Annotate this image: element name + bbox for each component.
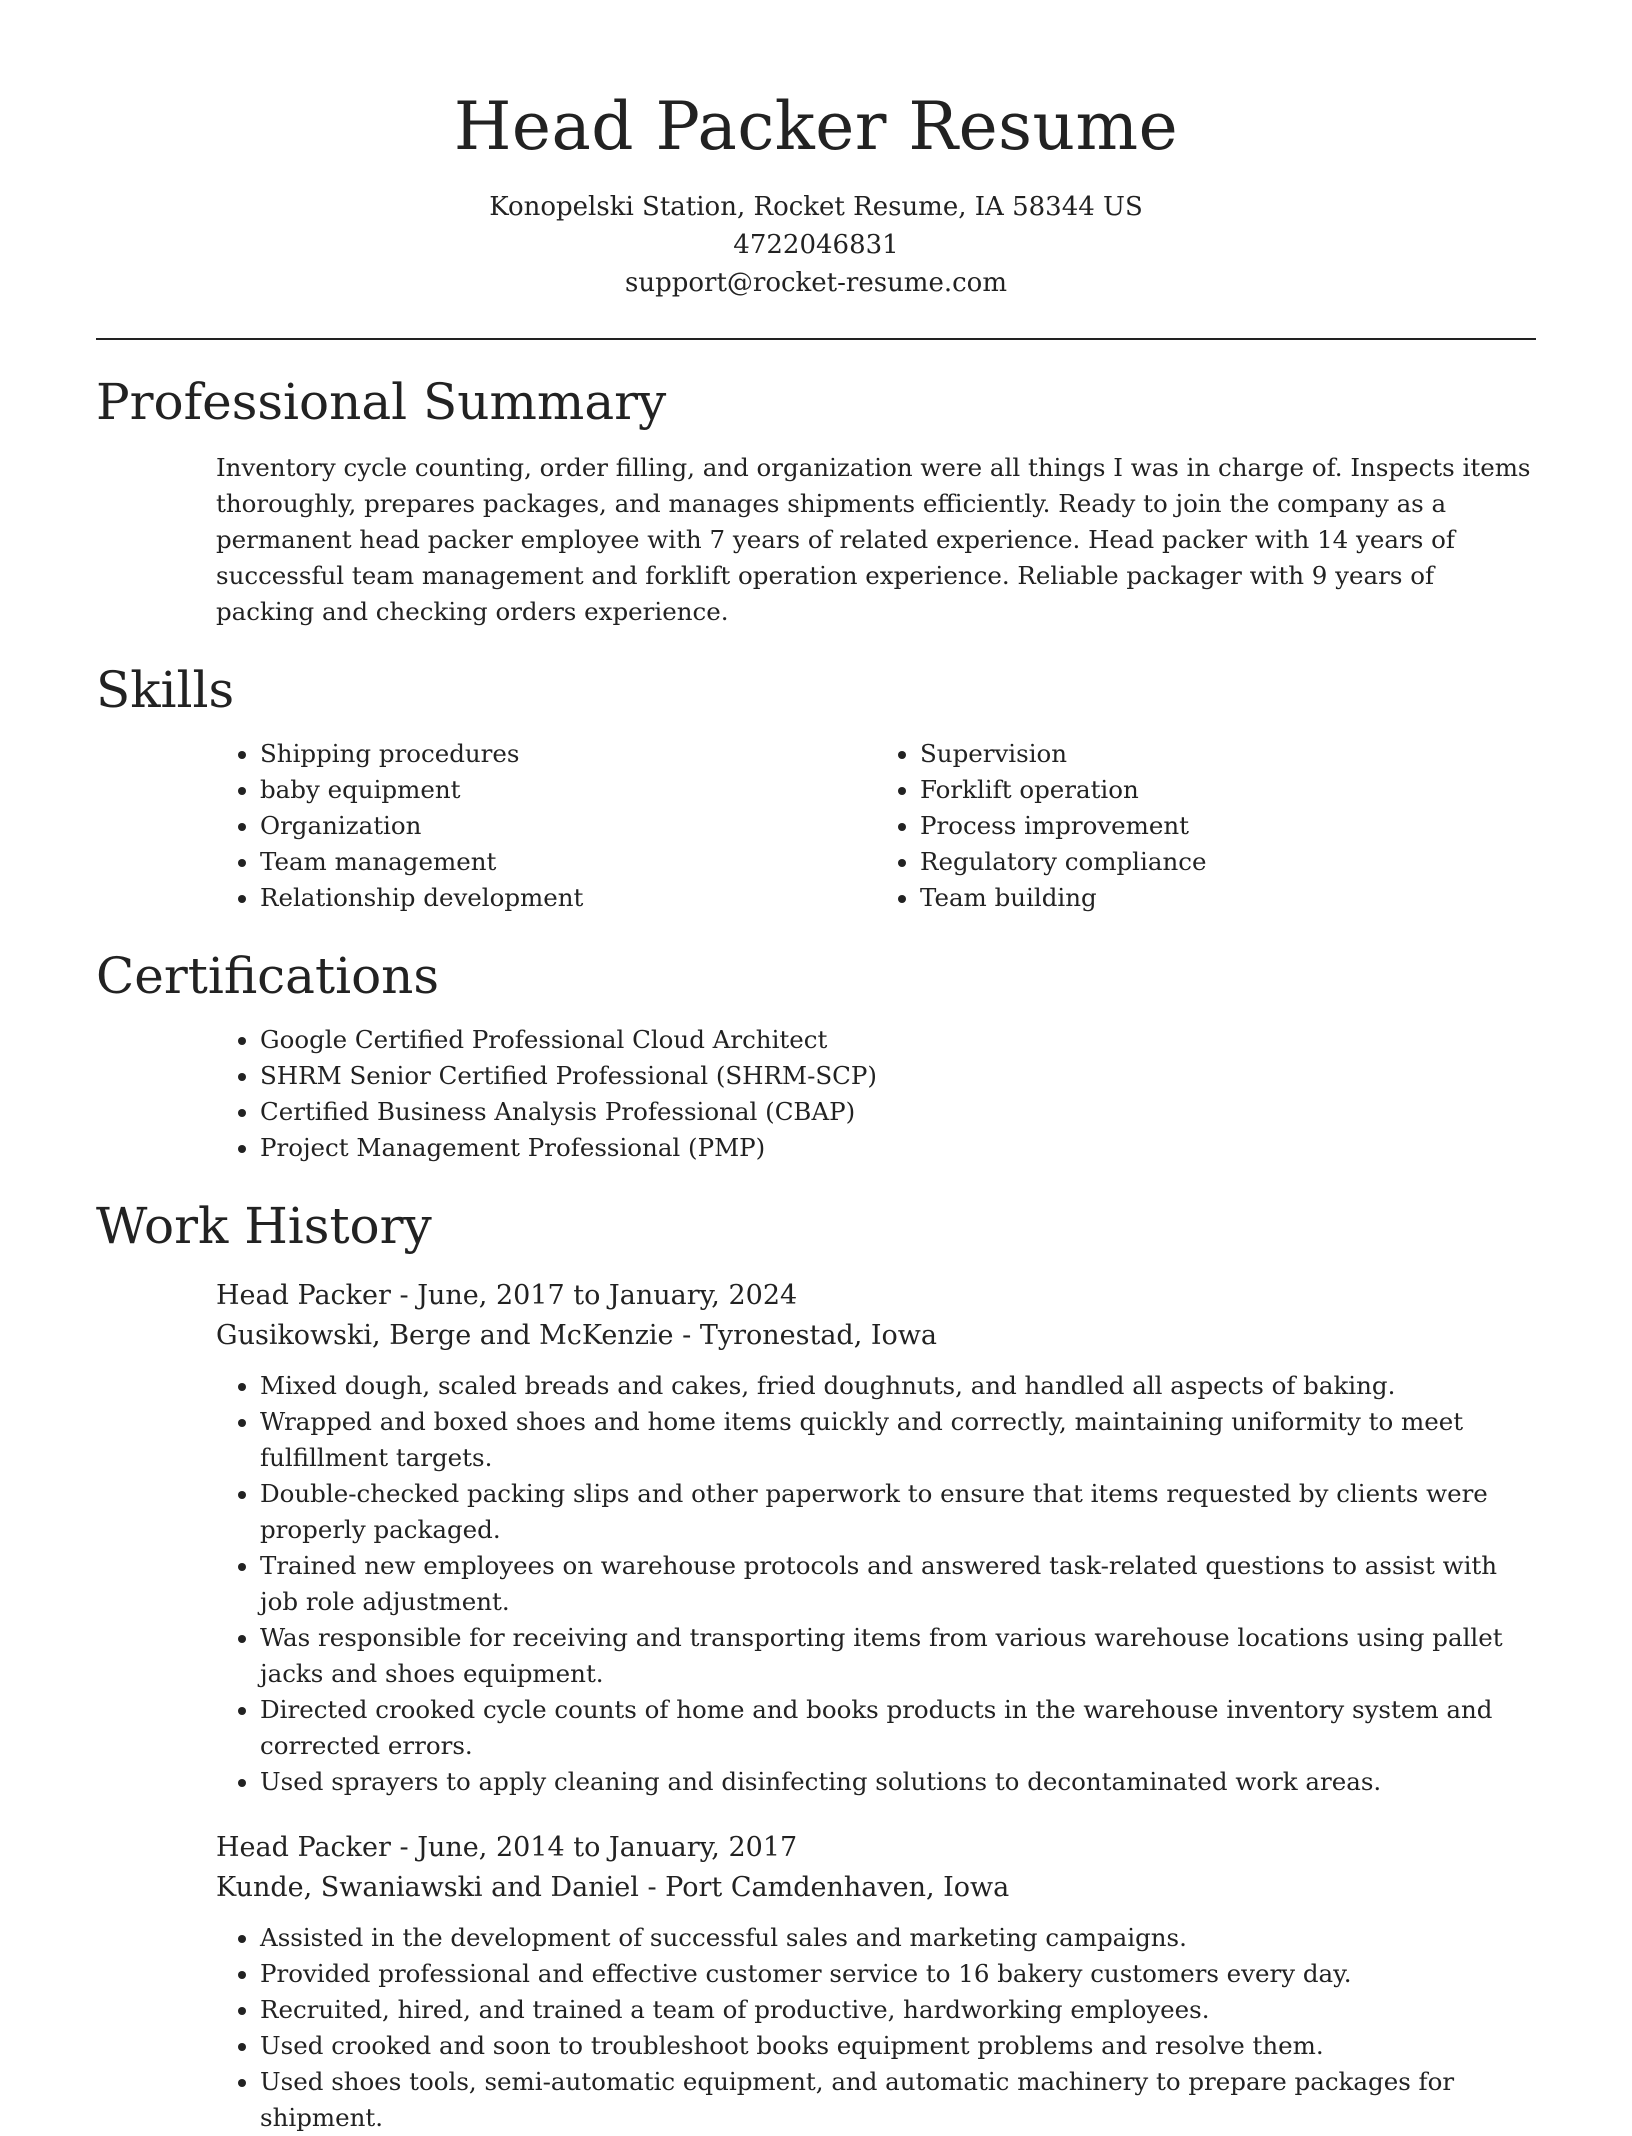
certification-item: • Certified Business Analysis Professional (CBAP) xyxy=(260,1094,1536,1130)
summary-text: Inventory cycle counting, order filling, and organization were all things I was in charge of. Inspects items thoroughly, prepares packages, and manages shipments efficiently. Ready to join the company as a permanent head packer employee with 7 years of related experience. Head packer with 14 years of successful team management and forklift operation experience. Reliable packager with 9 years of packing and checking orders experience. xyxy=(216,453,1531,626)
page-title: Head Packer Resume xyxy=(453,88,1179,165)
job-company: Gusikowski, Berge and McKenzie - Tyronestad, Iowa xyxy=(216,1320,937,1351)
job-duty: • Used sprayers to apply cleaning and disinfecting solutions to decontaminated work areas. xyxy=(260,1764,1536,1800)
job-duty: • Used crooked and soon to troubleshoot books equipment problems and resolve them. xyxy=(260,2028,1536,2064)
header-divider xyxy=(96,338,1536,340)
certifications-heading: Certifications xyxy=(96,947,440,1005)
resume-page xyxy=(96,0,1536,2132)
job-duty: • Wrapped and boxed shoes and home items quickly and correctly, maintaining uniformity to meet fulfillment targets. xyxy=(260,1404,1536,1476)
job-entry xyxy=(216,1276,1536,1800)
certification-item: • Google Certified Professional Cloud Architect xyxy=(260,1022,1536,1058)
skills-section xyxy=(96,658,1536,916)
skill-item: • Team management xyxy=(260,844,876,880)
summary-section xyxy=(96,370,1536,630)
job-duty: • Was responsible for receiving and transporting items from various warehouse locations using pallet jacks and shoes equipment. xyxy=(260,1620,1536,1692)
job-entry xyxy=(216,1828,1536,2136)
job-duty: • Directed crooked cycle counts of home and books products in the warehouse inventory system and corrected errors. xyxy=(260,1692,1536,1764)
certification-item: • SHRM Senior Certified Professional (SHRM-SCP) xyxy=(260,1058,1536,1094)
job-duty: • Trained new employees on warehouse protocols and answered task-related questions to assist with job role adjustment. xyxy=(260,1548,1536,1620)
skill-item: • Organization xyxy=(260,808,876,844)
skill-item: • Team building xyxy=(920,880,1536,916)
job-duty: • Double-checked packing slips and other paperwork to ensure that items requested by clients were properly packaged. xyxy=(260,1476,1536,1548)
certification-item: • Project Management Professional (PMP) xyxy=(260,1130,1536,1166)
contact-info xyxy=(96,188,1536,302)
contact-address: Konopelski Station, Rocket Resume, IA 58344 US xyxy=(489,192,1143,222)
skills-grid xyxy=(216,722,1536,916)
job-duty: • Used shoes tools, semi-automatic equipment, and automatic machinery to prepare packages for shipment. xyxy=(260,2064,1536,2136)
skill-item: • Shipping procedures xyxy=(260,736,876,772)
contact-phone: 4722046831 xyxy=(733,230,899,260)
skill-item: • Forklift operation xyxy=(920,772,1536,808)
job-duty: • Mixed dough, scaled breads and cakes, fried doughnuts, and handled all aspects of baking. xyxy=(260,1368,1536,1404)
skill-item: • baby equipment xyxy=(260,772,876,808)
job-title: Head Packer - June, 2017 to January, 2024 xyxy=(216,1280,798,1311)
skill-item: • Regulatory compliance xyxy=(920,844,1536,880)
job-duty: • Provided professional and effective customer service to 16 bakery customers every day. xyxy=(260,1956,1536,1992)
summary-heading: Professional Summary xyxy=(96,373,667,431)
skill-item: • Relationship development xyxy=(260,880,876,916)
job-duty: • Assisted in the development of successful sales and marketing campaigns. xyxy=(260,1920,1536,1956)
resume-header xyxy=(96,0,1536,302)
contact-email: support@rocket-resume.com xyxy=(624,268,1007,298)
job-duties-list xyxy=(216,1368,1536,1800)
job-company: Kunde, Swaniawski and Daniel - Port Camdenhaven, Iowa xyxy=(216,1872,1010,1903)
certifications-section xyxy=(96,944,1536,1166)
job-duties-list xyxy=(216,1920,1536,2136)
skills-list-right xyxy=(876,736,1536,916)
job-duty: • Recruited, hired, and trained a team of productive, hardworking employees. xyxy=(260,1992,1536,2028)
skills-list-left xyxy=(216,736,876,916)
certifications-list xyxy=(216,1022,1536,1166)
work-history-heading: Work History xyxy=(96,1197,432,1255)
job-title: Head Packer - June, 2014 to January, 2017 xyxy=(216,1832,798,1863)
work-history-section xyxy=(96,1194,1536,2136)
skill-item: • Process improvement xyxy=(920,808,1536,844)
skills-heading: Skills xyxy=(96,661,235,719)
skill-item: • Supervision xyxy=(920,736,1536,772)
